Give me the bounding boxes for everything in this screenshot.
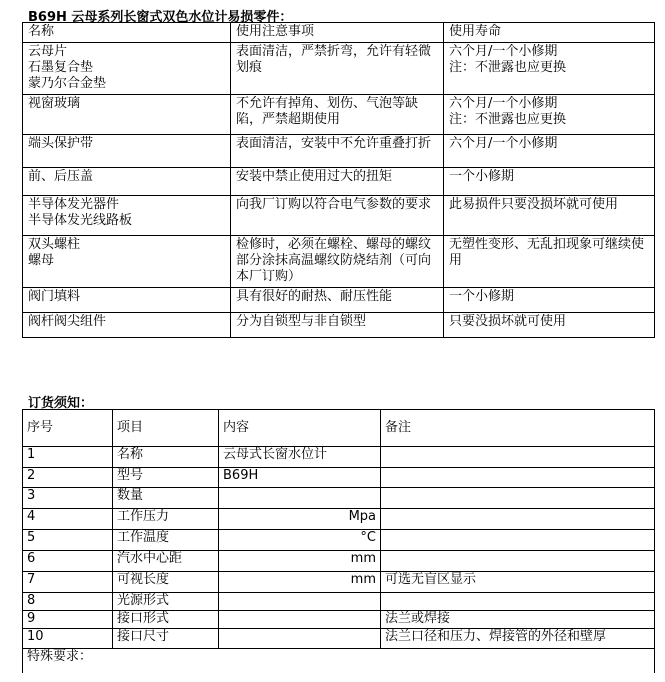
table-row [23, 43, 655, 95]
table-row [23, 196, 655, 236]
order-content: B69H [223, 468, 259, 483]
part-life-cell [444, 95, 655, 135]
part-notes-cell: 分为自锁型与非自锁型 [231, 313, 444, 338]
part-name: 蒙乃尔合金垫 [28, 76, 107, 91]
part-name-cell [23, 236, 231, 288]
order-item-cell: 数量 [113, 488, 219, 509]
order-unit: Mpa [348, 509, 376, 524]
order-unit: mm [350, 572, 376, 587]
order-remark-cell [381, 468, 655, 488]
part-notes-cell: 安装中禁止使用过大的扭矩 [231, 168, 444, 196]
table-row [23, 95, 655, 135]
part-life-cell [444, 236, 655, 288]
part-life: 六个月/一个小修期 [449, 44, 558, 59]
order-content-cell [219, 551, 381, 572]
order-title: 订货须知： [28, 396, 94, 411]
order-unit: mm [350, 551, 376, 566]
table-row [23, 593, 655, 611]
part-life: 无塑性变形、无乱扣现象可继续使用 [449, 237, 645, 268]
wear-parts-table [22, 22, 655, 338]
order-no-cell: 9 [23, 611, 113, 629]
order-item-cell: 工作压力 [113, 509, 219, 530]
part-life: 六个月/一个小修期 [449, 136, 558, 151]
table-header-row [23, 23, 655, 43]
special-requirements-row [23, 649, 655, 673]
order-no-cell: 5 [23, 530, 113, 551]
part-life: 注：不泄露也应更换 [449, 60, 567, 75]
part-name: 前、后压盖 [28, 169, 94, 184]
order-content-cell [219, 572, 381, 593]
part-life-cell [444, 135, 655, 168]
order-no-cell: 1 [23, 447, 113, 468]
order-remark-cell [381, 551, 655, 572]
table-row [23, 488, 655, 509]
part-life-cell [444, 288, 655, 313]
part-name: 端头保护带 [28, 136, 94, 151]
order-no-cell: 2 [23, 468, 113, 488]
table-row [23, 135, 655, 168]
part-notes-cell: 具有很好的耐热、耐压性能 [231, 288, 444, 313]
part-name: 云母片 [28, 44, 68, 59]
part-life: 一个小修期 [449, 169, 515, 184]
part-name: 螺母 [28, 253, 55, 268]
order-remark-cell: 法兰口径和压力、焊接管的外径和壁厚 [381, 629, 655, 649]
part-name: 石墨复合垫 [28, 60, 94, 75]
part-life-cell [444, 196, 655, 236]
part-notes-cell: 表面清洁，严禁折弯，允许有轻微划痕 [231, 43, 444, 95]
table-row [23, 551, 655, 572]
part-notes-cell: 不允许有掉角、划伤、气泡等缺陷，严禁超期使用 [231, 95, 444, 135]
part-life: 此易损件只要没损坏就可使用 [449, 197, 619, 212]
header-cell: 序号 [23, 410, 113, 447]
table-row [23, 629, 655, 649]
order-content-cell [219, 593, 381, 611]
order-item-cell: 型号 [113, 468, 219, 488]
header-cell: 名称 [23, 23, 231, 43]
table-row [23, 509, 655, 530]
part-life: 六个月/一个小修期 [449, 96, 558, 111]
order-item-cell: 工作温度 [113, 530, 219, 551]
part-life-cell [444, 168, 655, 196]
part-name: 半导体发光器件 [28, 197, 120, 212]
order-no-cell: 3 [23, 488, 113, 509]
order-no-cell: 8 [23, 593, 113, 611]
order-item-cell: 名称 [113, 447, 219, 468]
order-remark-cell [381, 593, 655, 611]
order-remark-cell: 可选无盲区显示 [381, 572, 655, 593]
order-item-cell: 接口尺寸 [113, 629, 219, 649]
part-life: 注：不泄露也应更换 [449, 112, 567, 127]
table-row [23, 447, 655, 468]
order-remark-cell: 法兰或焊接 [381, 611, 655, 629]
order-remark-cell [381, 530, 655, 551]
header-cell: 使用寿命 [444, 23, 655, 43]
order-content-cell [219, 468, 381, 488]
order-item-cell: 光源形式 [113, 593, 219, 611]
order-remark-cell [381, 509, 655, 530]
parts-title: B69H 云母系列长窗式双色水位计易损零件： [28, 10, 293, 25]
part-name: 阀门填料 [28, 289, 81, 304]
order-content-cell [219, 530, 381, 551]
part-life: 只要没损坏就可使用 [449, 314, 567, 329]
part-name: 视窗玻璃 [28, 96, 81, 111]
part-name-cell [23, 95, 231, 135]
order-no-cell: 6 [23, 551, 113, 572]
order-no-cell: 4 [23, 509, 113, 530]
order-remark-cell [381, 447, 655, 468]
table-row [23, 530, 655, 551]
order-content-cell [219, 611, 381, 629]
part-name-cell [23, 43, 231, 95]
part-name: 双头螺柱 [28, 237, 81, 252]
table-row [23, 313, 655, 338]
order-content: 云母式长窗水位计 [223, 447, 328, 462]
order-content-cell [219, 447, 381, 468]
header-cell: 使用注意事项 [231, 23, 444, 43]
header-cell: 项目 [113, 410, 219, 447]
header-cell: 备注 [381, 410, 655, 447]
part-name-cell [23, 135, 231, 168]
order-content-cell [219, 509, 381, 530]
part-notes-cell: 表面清洁，安装中不允许重叠打折 [231, 135, 444, 168]
part-life-cell [444, 313, 655, 338]
table-row [23, 572, 655, 593]
order-info-table [22, 409, 655, 673]
table-header-row [23, 410, 655, 447]
part-name: 半导体发光线路板 [28, 213, 133, 228]
table-row [23, 236, 655, 288]
part-name-cell [23, 313, 231, 338]
table-row [23, 611, 655, 629]
order-no-cell: 10 [23, 629, 113, 649]
order-content-cell [219, 488, 381, 509]
table-row [23, 468, 655, 488]
order-no-cell: 7 [23, 572, 113, 593]
table-row [23, 168, 655, 196]
table-row [23, 288, 655, 313]
part-life: 一个小修期 [449, 289, 515, 304]
order-content-cell [219, 629, 381, 649]
part-name-cell [23, 288, 231, 313]
order-item-cell: 汽水中心距 [113, 551, 219, 572]
part-name-cell [23, 196, 231, 236]
order-item-cell: 接口形式 [113, 611, 219, 629]
part-notes-cell: 检修时，必须在螺栓、螺母的螺纹部分涂抹高温螺纹防烧结剂（可向本厂订购） [231, 236, 444, 288]
order-unit: °C [360, 530, 376, 545]
part-name-cell [23, 168, 231, 196]
order-item-cell: 可视长度 [113, 572, 219, 593]
part-notes-cell: 向我厂订购以符合电气参数的要求 [231, 196, 444, 236]
part-life-cell [444, 43, 655, 95]
special-requirements-label: 特殊要求： [23, 649, 655, 673]
part-name: 阀杆阀尖组件 [28, 314, 107, 329]
header-cell: 内容 [219, 410, 381, 447]
order-remark-cell [381, 488, 655, 509]
